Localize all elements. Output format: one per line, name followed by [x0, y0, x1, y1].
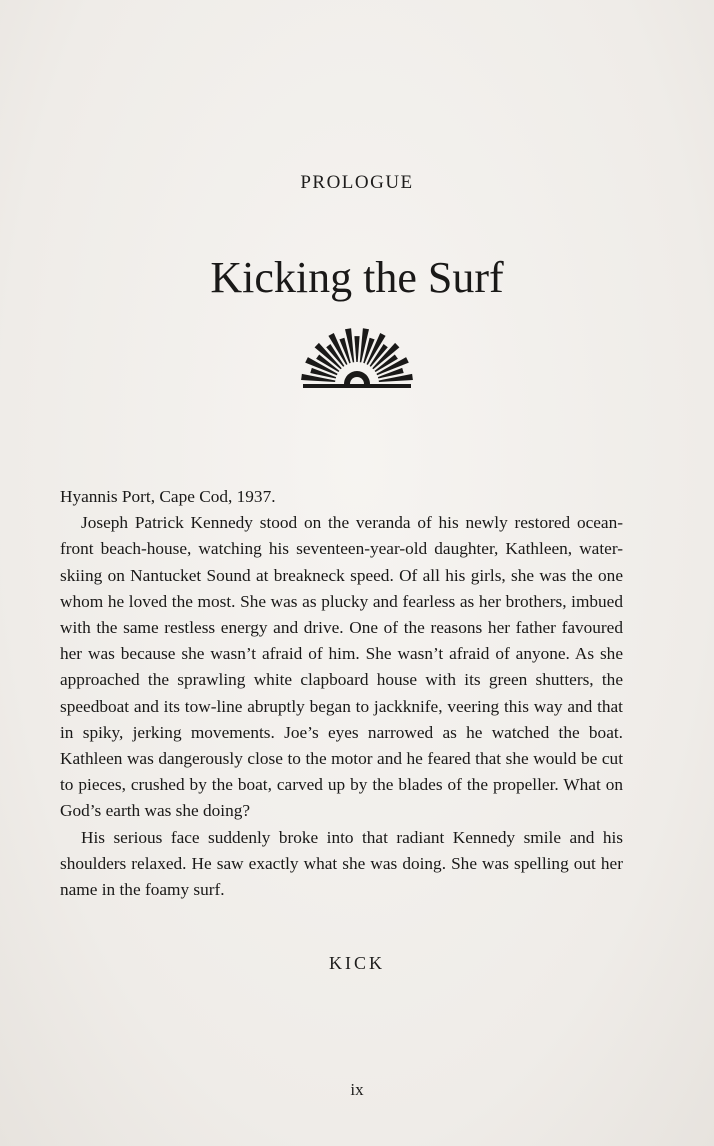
- sunburst-ray: [360, 328, 369, 362]
- place-date-line: Hyannis Port, Cape Cod, 1937.: [60, 487, 276, 506]
- section-label: PROLOGUE: [300, 172, 414, 193]
- body-paragraph: His serious face suddenly broke into that radiant Kennedy smile and his shoulders relaxed. He saw exactly what she was doing. She was spelling out her name in the foamy surf.: [60, 827, 623, 900]
- sign-off: KICK: [329, 953, 385, 973]
- sunburst-ray: [345, 328, 354, 362]
- body-paragraph: Joseph Patrick Kennedy stood on the veranda of his newly restored ocean-front beach-house, watching his seventeen-year-old daughter, Kathleen, water-skiing on Nantucket Sound at breakneck speed. Of all his girls, she was the one whom he loved the most. She was as plucky and fearless as her brothers, imbued with the same restless energy and drive. One of the reasons her father favoured her was because she wasn’t afraid of him. She wasn’t afraid of anyone. As she approached the sprawling white clapboard house with its green shutters, the speedboat and its tow-line abruptly began to jackknife, veering this way and that in spiky, jerking movements. Joe’s eyes narrowed as he watched the boat. Kathleen was dangerously close to the motor and he feared that she would be cut to pieces, crushed by the boat, carved up by the blades of the propeller. What on God’s earth was she doing?: [60, 513, 623, 821]
- chapter-title: Kicking the Surf: [210, 253, 504, 302]
- prologue-body: [60, 484, 623, 903]
- sunburst-emblem-icon: [297, 322, 417, 394]
- page-number: ix: [350, 1080, 364, 1099]
- sunburst-ray: [354, 336, 359, 362]
